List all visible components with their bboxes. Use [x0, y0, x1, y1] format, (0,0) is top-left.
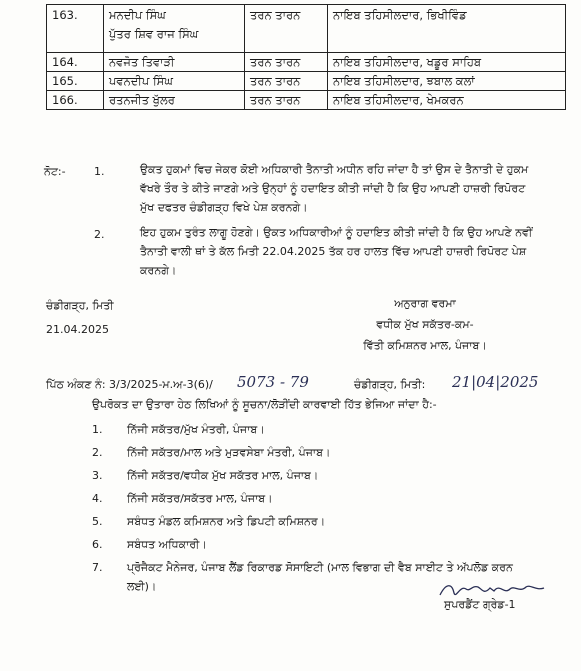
list-text: ਨਿੱਜੀ ਸਕੱਤਰ/ਮੁੱਖ ਮੰਤਰੀ, ਪੰਜਾਬ। — [127, 423, 265, 436]
post-cell: ਨਾਇਬ ਤਹਿਸੀਲਦਾਰ, ਖੇਮਕਰਨ — [328, 91, 566, 110]
serial-cell: 166. — [47, 91, 104, 110]
note-line: ਕਰਨਗੇ। — [140, 264, 177, 277]
order-date: 21.04.2025 — [46, 323, 109, 336]
name-cell: ਰਤਨਜੀਤ ਖੁੱਲਰ — [104, 91, 245, 110]
list-text: ਪ੍ਰੋਜੈਕਟ ਮੈਨੇਜਰ, ਪੰਜਾਬ ਲੈਂਡ ਰਿਕਾਰਡ ਸੋਸਾਇਟੀ (ਮਾਲ ਵਿਭਾਗ ਦੀ ਵੈਬ ਸਾਈਟ ਤੇ ਅੱਪਲੋਡ ਕਰਨ — [127, 561, 513, 574]
table-row — [47, 91, 566, 110]
list-item — [92, 512, 562, 531]
note-item-number: 2. — [94, 228, 105, 241]
endorsement-number-label: ਪਿੱਠ ਅੰਕਣ ਨੰ: 3/3/2025-ਮ.ਅ-3(6)/ — [46, 378, 213, 391]
list-text: ਸਬੰਧਤ ਮੰਡਲ ਕਮਿਸ਼ਨਰ ਅਤੇ ਡਿਪਟੀ ਕਮਿਸ਼ਨਰ। — [127, 515, 326, 528]
copy-to-list — [92, 420, 562, 600]
name-cell: ਨਵਜੋਤ ਤਿਵਾੜੀ — [104, 53, 245, 72]
officer-parentage: ਪੁੱਤਰ ਸ਼ਿਵ ਰਾਜ ਸਿੰਘ — [109, 27, 199, 41]
list-text: ਨਿੱਜੀ ਸਕੱਤਰ/ਵਧੀਕ ਮੁੱਖ ਸਕੱਤਰ ਮਾਲ, ਪੰਜਾਬ। — [127, 469, 319, 482]
serial-cell: 164. — [47, 53, 104, 72]
list-text: ਸਬੰਧਤ ਅਧਿਕਾਰੀ। — [127, 538, 207, 551]
officer-posting-table — [46, 4, 566, 110]
list-number: 1. — [92, 423, 103, 436]
place-label: ਚੰਡੀਗੜ੍ਹ, ਮਿਤੀ — [46, 299, 114, 312]
list-number: 5. — [92, 515, 103, 528]
table-row — [47, 5, 566, 53]
list-text: ਨਿੱਜੀ ਸਕੱਤਰ/ਮਾਲ ਅਤੇ ਮੁੜਵਸੇਬਾ ਮੰਤਰੀ, ਪੰਜਾਬ। — [127, 446, 331, 459]
serial-cell: 165. — [47, 72, 104, 91]
officer-name: ਮਨਦੀਪ ਸਿੰਘ — [109, 8, 166, 22]
post-cell: ਨਾਇਬ ਤਹਿਸੀਲਦਾਰ, ਭਿਖੀਵਿੰਡ — [328, 5, 566, 53]
list-text-continued: ਲਈ)। — [127, 580, 157, 593]
name-cell: ਪਵਨਦੀਪ ਸਿੰਘ — [104, 72, 245, 91]
endorsement-place-label: ਚੰਡੀਗੜ੍ਹ, ਮਿਤੀ: — [354, 378, 426, 391]
superintendent-designation: ਸੁਪਰਡੈਂਟ ਗ੍ਰੇਡ-1 — [444, 598, 516, 611]
note-line: ਵੱਖਰੇ ਤੌਰ ਤੇ ਕੀਤੇ ਜਾਣਗੇ ਅਤੇ ਉਨ੍ਹਾਂ ਨੂੰ ਹਦਾਇਤ ਕੀਤੀ ਜਾਂਦੀ ਹੈ ਕਿ ਉਹ ਆਪਣੀ ਹਾਜ਼ਰੀ ਰਿਪੋਰਟ — [140, 182, 526, 195]
table-row — [47, 53, 566, 72]
serial-cell: 163. — [47, 5, 104, 53]
copy-forwarding-line: ਉਪਰੋਕਤ ਦਾ ਉਤਾਰਾ ਹੇਠ ਲਿਖਿਆਂ ਨੂੰ ਸੂਚਨਾ/ਲੋੜੀਂਦੀ ਕਾਰਵਾਈ ਹਿੱਤ ਭੇਜਿਆ ਜਾਂਦਾ ਹੈ:- — [92, 398, 437, 411]
district-cell: ਤਰਨ ਤਾਰਨ — [245, 72, 328, 91]
district-cell: ਤਰਨ ਤਾਰਨ — [245, 91, 328, 110]
list-item — [92, 489, 562, 508]
district-cell: ਤਰਨ ਤਾਰਨ — [245, 5, 328, 53]
list-number: 4. — [92, 492, 103, 505]
list-item — [92, 420, 562, 439]
endorsement-date-handwritten: 21|04|2025 — [452, 373, 539, 391]
post-cell: ਨਾਇਬ ਤਹਿਸੀਲਦਾਰ, ਖਡੂਰ ਸਾਹਿਬ — [328, 53, 566, 72]
list-item — [92, 466, 562, 485]
note-line: ਉਕਤ ਹੁਕਮਾਂ ਵਿਚ ਜੇਕਰ ਕੋਈ ਅਧਿਕਾਰੀ ਤੈਨਾਤੀ ਅਧੀਨ ਰਹਿ ਜਾਂਦਾ ਹੈ ਤਾਂ ਉਸ ਦੇ ਤੈਨਾਤੀ ਦੇ ਹੁਕਮ — [140, 163, 529, 176]
list-item — [92, 535, 562, 554]
note-line: ਤੈਨਾਤੀ ਵਾਲੀ ਥਾਂ ਤੇ ਕੱਲ ਮਿਤੀ 22.04.2025 ਤੱਕ ਹਰ ਹਾਲਤ ਵਿੱਚ ਆਪਣੀ ਹਾਜ਼ਰੀ ਰਿਪੋਰਟ ਪੇਸ਼ — [140, 245, 527, 258]
signatory-block — [340, 293, 510, 356]
signatory-designation: ਵਧੀਕ ਮੁੱਖ ਸਕੱਤਰ-ਕਮ- — [376, 318, 474, 331]
list-number: 3. — [92, 469, 103, 482]
note-item-1 — [140, 160, 565, 217]
list-number: 6. — [92, 538, 103, 551]
note-line: ਇਹ ਹੁਕਮ ਤੁਰੰਤ ਲਾਗੂ ਹੋਣਗੇ। ਉਕਤ ਅਧਿਕਾਰੀਆਂ ਨੂੰ ਹਦਾਇਤ ਕੀਤੀ ਜਾਂਦੀ ਹੈ ਕਿ ਉਹ ਆਪਣੇ ਨਵੀਂ — [140, 226, 533, 239]
note-item-2 — [140, 223, 565, 280]
list-number: 2. — [92, 446, 103, 459]
list-number: 7. — [92, 561, 103, 574]
note-item-number: 1. — [94, 165, 105, 178]
endorsement-number-handwritten: 5073 - 79 — [237, 373, 309, 391]
name-cell — [104, 5, 245, 53]
table-row — [47, 72, 566, 91]
post-cell: ਨਾਇਬ ਤਹਿਸੀਲਦਾਰ, ਝਬਾਲ ਕਲਾਂ — [328, 72, 566, 91]
note-label: ਨੋਟ:- — [44, 165, 66, 178]
signatory-designation: ਵਿੱਤੀ ਕਮਿਸ਼ਨਰ ਮਾਲ, ਪੰਜਾਬ। — [363, 339, 487, 352]
district-cell: ਤਰਨ ਤਾਰਨ — [245, 53, 328, 72]
note-line: ਮੁੱਖ ਦਫਤਰ ਚੰਡੀਗੜ੍ਹ ਵਿਖੇ ਪੇਸ਼ ਕਰਨਗੇ। — [140, 201, 308, 214]
list-text: ਨਿੱਜੀ ਸਕੱਤਰ/ਸਕੱਤਰ ਮਾਲ, ਪੰਜਾਬ। — [127, 492, 273, 505]
list-item — [92, 443, 562, 462]
signatory-name: ਅਨੁਰਾਗ ਵਰਮਾ — [394, 297, 456, 310]
